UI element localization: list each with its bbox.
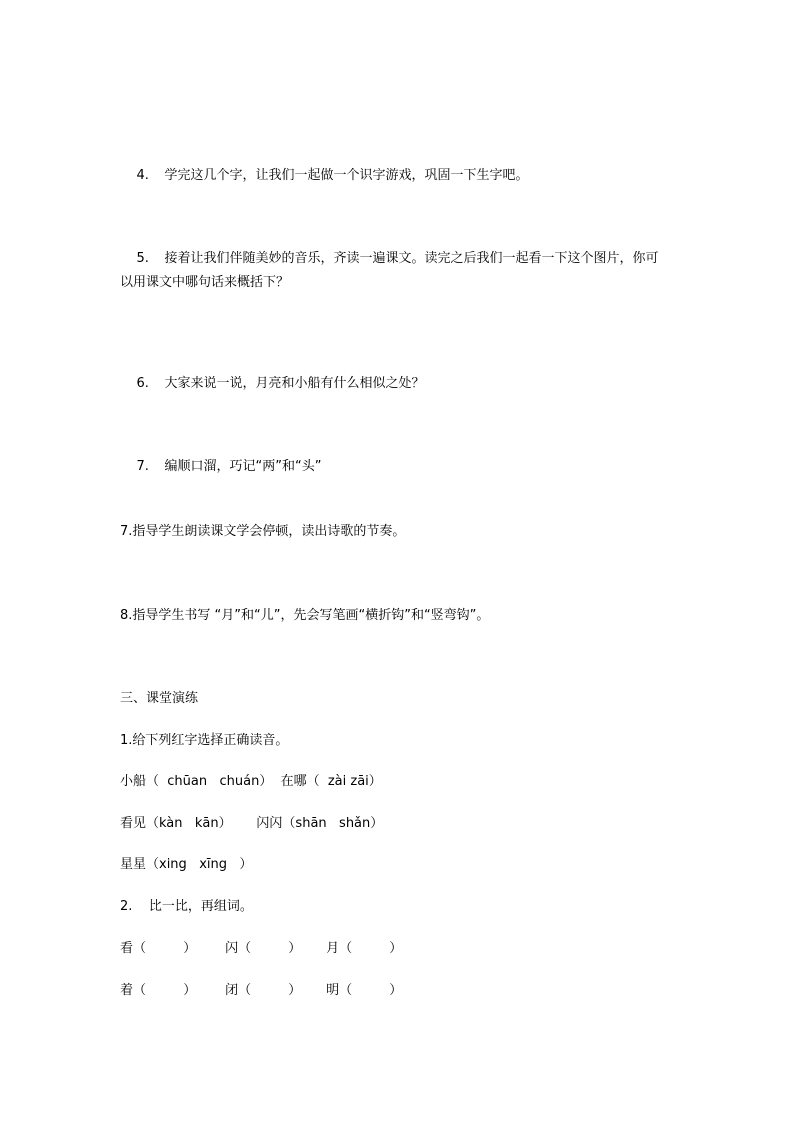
item-number: 6.	[136, 376, 149, 391]
exercise-2-row-2: 着（ ） 闭（ ） 明（ ）	[120, 983, 403, 998]
exercise-2-title: 2. 比一比，再组词。	[120, 899, 253, 914]
item-reading: 7.指导学生朗读课文学会停顿，读出诗歌的节奏。	[120, 524, 406, 539]
section-heading: 三、课堂演练	[120, 691, 199, 706]
exercise-1-row-3: 星星（xing xīng ）	[120, 857, 253, 872]
item-number: 7.	[136, 459, 149, 474]
item-number: 4.	[136, 168, 149, 183]
item-text: 学完这几个字，让我们一起做一个识字游戏，巩固一下生字吧。	[164, 168, 529, 183]
item-text: 编顺口溜，巧记“两”和“头”	[164, 459, 322, 474]
item-6	[120, 357, 425, 411]
item-5-continuation: 以用课文中哪句话来概括下？	[120, 275, 290, 290]
exercise-2-row-1: 看（ ） 闪（ ） 月（ ）	[120, 941, 403, 956]
exercise-1-row-1: 小船（ chūan chuán） 在哪（ zài zāi）	[120, 774, 382, 789]
item-7	[120, 440, 321, 494]
item-4	[120, 149, 529, 203]
exercise-1-row-2: 看见（kàn kān） 闪闪（shān shǎn）	[120, 816, 384, 831]
item-writing: 8.指导学生书写 “月”和“儿”，先会写笔画“横折钩”和“竖弯钩”。	[120, 608, 490, 623]
exercise-1-title: 1.给下列红字选择正确读音。	[120, 733, 289, 748]
item-text: 接着让我们伴随美妙的音乐，齐读一遍课文。读完之后我们一起看一下这个图片，你可	[164, 251, 659, 266]
item-number: 5.	[136, 251, 149, 266]
item-text: 大家来说一说，月亮和小船有什么相似之处？	[164, 376, 425, 391]
